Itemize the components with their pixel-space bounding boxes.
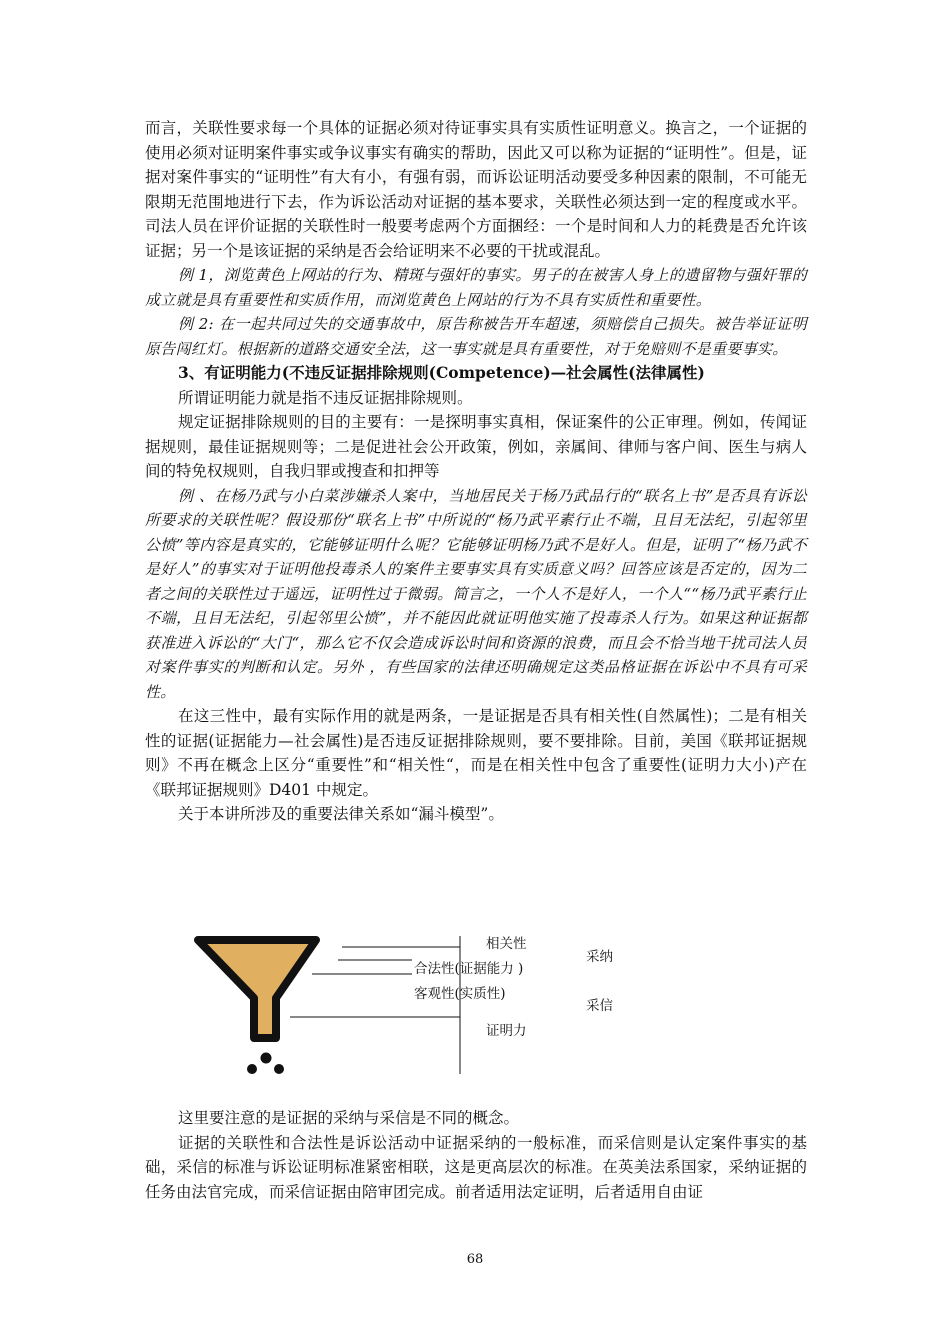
funnel-drop xyxy=(274,1064,284,1074)
example-paragraph: 例 2: 在一起共同过失的交通事故中，原告称被告开车超速，须赔偿自己损失。被告举证证明原告闯红灯。根据新的道路交通安全法，这一事实就是具有重要性，对于免赔则不是重要事实。 xyxy=(145,315,807,358)
paragraph: 证据的关联性和合法性是诉讼活动中证据采纳的一般标准，而采信则是认定案件事实的基础，采信的标准与诉讼证明标准紧密相联，这是更高层次的标准。在英美法系国家，采纳证据的任务由法官完成，而采信证据由陪审团完成。前者适用法定证明，后者适用自由证 xyxy=(145,1133,807,1201)
body-text-top xyxy=(145,116,807,827)
page-number: 68 xyxy=(466,1252,484,1267)
body-text-bottom xyxy=(145,1106,807,1204)
paragraph: 关于本讲所涉及的重要法律关系如“漏斗模型”。 xyxy=(178,805,504,823)
funnel-shape xyxy=(198,940,316,1038)
paragraph: 而言，关联性要求每一个具体的证据必须对待证事实具有实质性证明意义。换言之，一个证据的使用必须对证明案件事实或争议事实有确实的帮助，因此又可以称为证据的“证明性”。但是，证据对案件事实的“证明性”有大有小，有强有弱，而诉讼证明活动要受多种因素的限制，不可能无限期无范围地进行下去，作为诉讼活动对证据的基本要求，关联性必须达到一定的程度或水平。司法人员在评价证据的关联性时一般要考虑两个方面捆经：一个是时间和人力的耗费是否允许该证据；另一个是该证据的采纳是否会给证明来不必要的干扰或混乱。 xyxy=(145,119,807,260)
example-paragraph: 例 1，浏览黄色上网站的行为、精斑与强奸的事实。男子的在被害人身上的遗留物与强奸罪的成立就是具有重要性和实质作用，而浏览黄色上网站的行为不具有实质性和重要性。 xyxy=(145,266,807,309)
funnel-graphic xyxy=(190,928,640,1083)
label-objectivity: 客观性(实质性) xyxy=(414,986,506,1002)
label-probative-force: 证明力 xyxy=(486,1023,527,1039)
example-paragraph: 例 、在杨乃武与小白菜涉嫌杀人案中，当地居民关于杨乃武品行的“联名上书”是否具有诉讼所要求的关联性呢？假设那份“联名上书”中所说的“杨乃武平素行止不端，且目无法纪，引起邻里公愤”等内容是真实的，它能够证明什么呢？它能够证明杨乃武不是好人。但是，证明了“杨乃武不是好人”的事实对于证明他投毒杀人的案件主要事实具有实质意义吗？回答应该是否定的，因为二者之间的关联性过于遥远，证明性过于微弱。简言之，一个人不是好人，一个人““杨乃武平素行止不端，且目无法纪，引起邻里公愤”，并不能因此就证明他实施了投毒杀人行为。如果这种证据都 获准进入诉讼的“大门“，那么它不仅会造成诉讼时间和资源的浪费，而且会不恰当地干扰司法人员对案件事实的判断和认定。另外 ，有些国家的法律还明确规定这类品格证据在诉讼中不具有可采性。 xyxy=(145,486,807,701)
label-admission: 采纳 xyxy=(586,949,613,965)
paragraph: 这里要注意的是证据的采纳与采信是不同的概念。 xyxy=(178,1109,520,1127)
label-relevance: 相关性 xyxy=(486,936,527,952)
paragraph: 所谓证明能力就是指不违反证据排除规则。 xyxy=(178,388,473,407)
paragraph: 规定证据排除规则的目的主要有：一是探明事实真相，保证案件的公正审理。例如，传闻证据规则，最佳证据规则等；二是促进社会公开政策，例如，亲属间、律师与客户间、医生与病人间的特免权规则，自我归罪或搜查和扣押等 xyxy=(145,413,807,480)
paragraph: 在这三性中，最有实际作用的就是两条，一是证据是否具有相关性(自然属性)；二是有相关性的证据(证据能力—社会属性)是否违反证据排除规则，要不要排除。目前，美国《联邦证据规则》不再在概念上区分“重要性”和“相关性“，而是在相关性中包含了重要性(证明力大小)产在《联邦证据规则》D401 中规定。 xyxy=(145,707,807,799)
funnel-model-diagram xyxy=(190,928,640,1083)
funnel-drop xyxy=(247,1064,257,1074)
funnel-drop xyxy=(261,1053,272,1064)
label-credibility: 采信 xyxy=(586,998,613,1014)
section-heading: 3、有证明能力(不违反证据排除规则(Competence)—社会属性(法律属性) xyxy=(178,363,705,382)
label-legality: 合法性(证据能力 ) xyxy=(414,961,524,977)
